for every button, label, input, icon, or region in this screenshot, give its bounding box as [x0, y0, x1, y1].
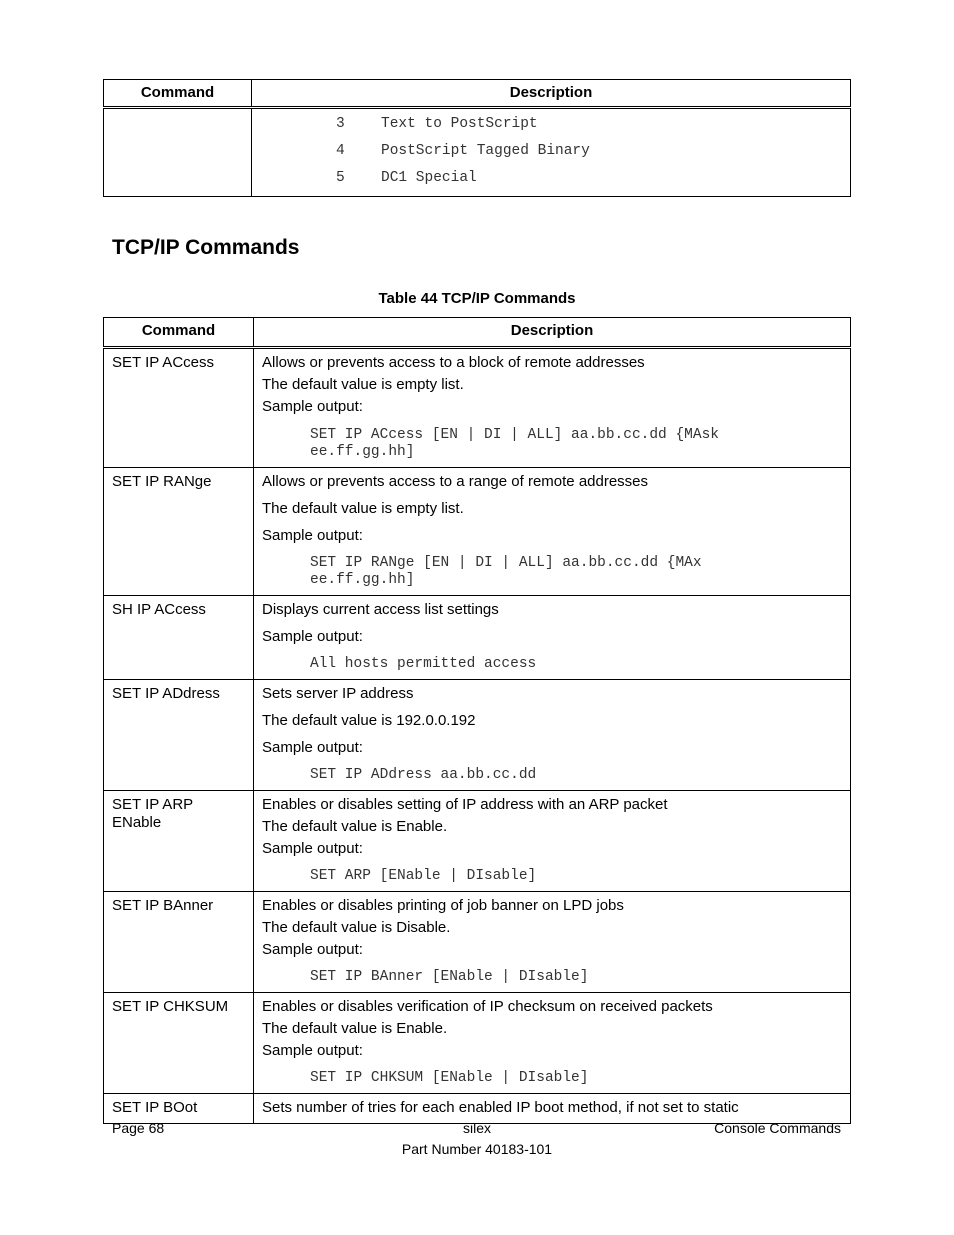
table-row	[104, 680, 851, 791]
enum-number: 4	[336, 143, 345, 159]
column-header-command: Command	[104, 80, 252, 108]
sample-output-code: All hosts permitted access	[310, 656, 537, 672]
table-row	[104, 892, 851, 993]
default-value-text: The default value is empty list.	[262, 376, 464, 393]
sample-output-code: SET IP RANge [EN | DI | ALL] aa.bb.cc.dd {MAx ee.ff.gg.hh]	[310, 555, 702, 588]
description-text: Enables or disables setting of IP address with an ARP packet	[262, 796, 668, 813]
footer-company: silex	[462, 1120, 491, 1136]
footer-part-number: Part Number 40183-101	[401, 1141, 553, 1157]
description-text: Displays current access list settings	[262, 601, 499, 618]
table-row	[104, 791, 851, 892]
command-cell: SET IP BAnner	[104, 892, 254, 993]
command-cell: SET IP CHKSUM	[104, 993, 254, 1094]
description-cell	[254, 993, 851, 1094]
command-cell: SET IP ADdress	[104, 680, 254, 791]
sample-output-code: SET IP BAnner [ENable | DIsable]	[310, 969, 589, 985]
enum-text: Text to PostScript	[381, 116, 538, 132]
description-text: Allows or prevents access to a block of remote addresses	[262, 354, 645, 371]
table-caption: Table 44 TCP/IP Commands	[378, 290, 576, 307]
command-cell: SET IP BOot	[104, 1094, 254, 1124]
sample-output-label: Sample output:	[262, 398, 363, 415]
sample-output-code: SET IP ADdress aa.bb.cc.dd	[310, 767, 537, 783]
description-cell	[254, 596, 851, 680]
command-cell: SET IP ACcess	[104, 348, 254, 468]
sample-output-label: Sample output:	[262, 840, 363, 857]
sample-output-label: Sample output:	[262, 628, 363, 645]
tcp-ip-commands-table	[103, 317, 851, 1124]
description-cell	[254, 1094, 851, 1124]
sample-output-label: Sample output:	[262, 739, 363, 756]
description-text: Enables or disables printing of job banner on LPD jobs	[262, 897, 624, 914]
table-row	[104, 468, 851, 596]
description-text: Enables or disables verification of IP checksum on received packets	[262, 998, 713, 1015]
enum-text: PostScript Tagged Binary	[381, 143, 590, 159]
default-value-text: The default value is Disable.	[262, 919, 451, 936]
sample-output-code: SET IP ACcess [EN | DI | ALL] aa.bb.cc.dd {MAsk ee.ff.gg.hh]	[310, 427, 719, 460]
sample-output-label: Sample output:	[262, 527, 363, 544]
default-value-text: The default value is Enable.	[262, 1020, 448, 1037]
enum-number: 5	[336, 170, 345, 186]
default-value-text: The default value is Enable.	[262, 818, 448, 835]
table-row	[104, 596, 851, 680]
table-row	[104, 1094, 851, 1124]
footer-page-number: Page 68	[112, 1120, 165, 1136]
description-cell	[254, 680, 851, 791]
description-cell	[254, 468, 851, 596]
description-cell	[254, 892, 851, 993]
description-text: Sets number of tries for each enabled IP boot method, if not set to static	[262, 1099, 739, 1116]
command-cell: SET IP RANge	[104, 468, 254, 596]
column-header-command: Command	[104, 318, 254, 348]
enum-row	[252, 111, 850, 138]
enum-list-cell	[252, 108, 851, 197]
continued-table	[103, 79, 851, 197]
sample-output-label: Sample output:	[262, 1042, 363, 1059]
enum-row	[252, 165, 850, 192]
footer-section: Console Commands	[714, 1120, 841, 1136]
empty-command-cell	[104, 108, 252, 197]
command-cell: SET IP ARP ENable	[104, 791, 254, 892]
command-cell: SH IP ACcess	[104, 596, 254, 680]
column-header-description: Description	[252, 80, 851, 108]
default-value-text: The default value is empty list.	[262, 500, 464, 517]
column-header-description: Description	[254, 318, 851, 348]
enum-row	[252, 138, 850, 165]
table-row	[104, 993, 851, 1094]
table-row	[104, 348, 851, 468]
enum-text: DC1 Special	[381, 170, 477, 186]
enum-number: 3	[336, 116, 345, 132]
section-title: TCP/IP Commands	[112, 236, 300, 259]
description-text: Allows or prevents access to a range of remote addresses	[262, 473, 649, 490]
description-text: Sets server IP address	[262, 685, 414, 702]
default-value-text: The default value is 192.0.0.192	[262, 712, 476, 729]
sample-output-label: Sample output:	[262, 941, 363, 958]
description-cell	[254, 348, 851, 468]
sample-output-code: SET IP CHKSUM [ENable | DIsable]	[310, 1070, 589, 1086]
description-cell	[254, 791, 851, 892]
sample-output-code: SET ARP [ENable | DIsable]	[310, 868, 537, 884]
